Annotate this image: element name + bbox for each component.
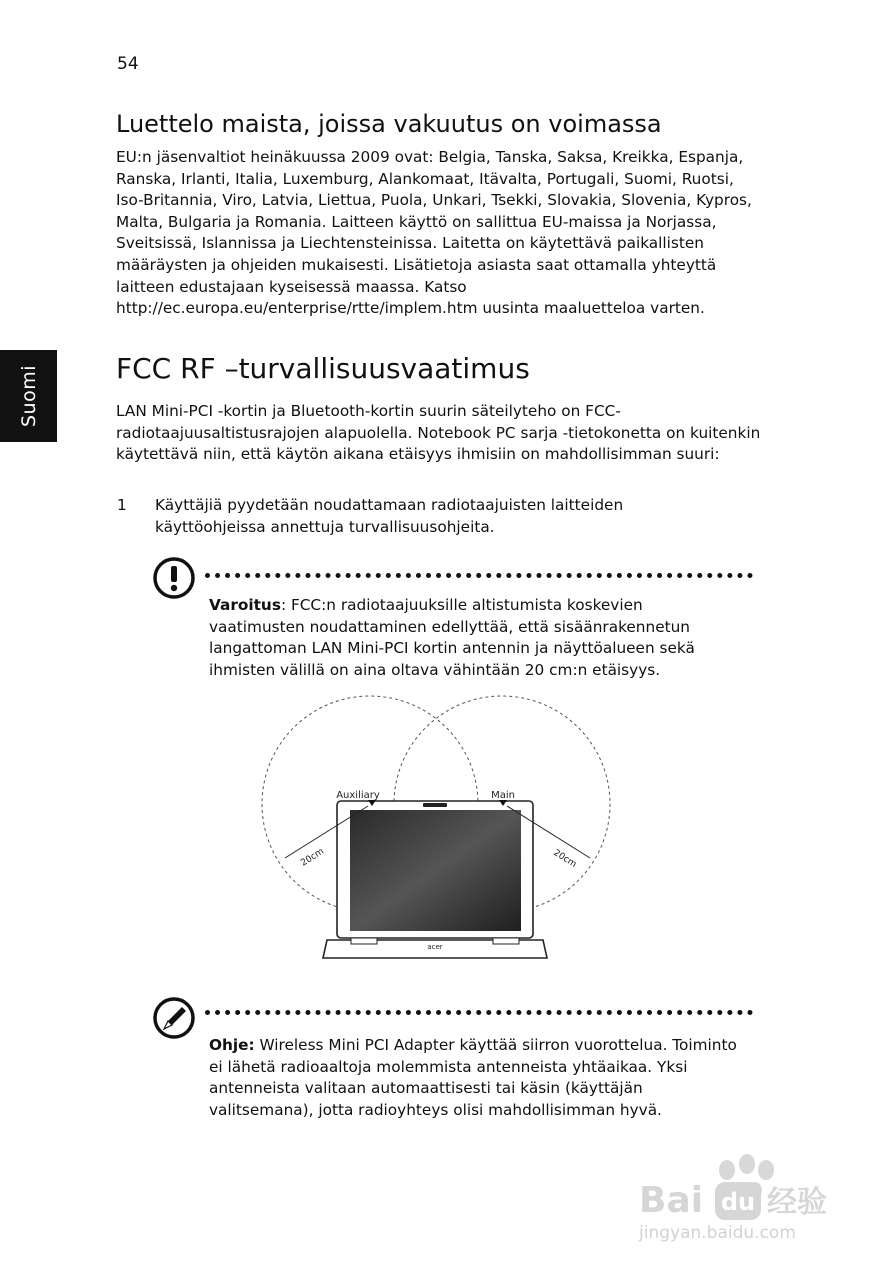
note-body: Wireless Mini PCI Adapter käyttää siirron vuorottelua. Toiminto ei lähetä radioaaltoja molemmista antenneista yhtäaikaa. Yksi antenneista valitaan automaattisesti tai käsin (käyttäjän valitsemana), jotta radioyhteys olisi mahdollisimman hyvä. [209, 1036, 737, 1119]
note-divider [205, 1010, 753, 1015]
section-heading-countries: Luettelo maista, joissa vakuutus on voimassa [116, 110, 662, 138]
antenna-distance-diagram [255, 690, 615, 965]
list-item-text: Käyttäjiä pyydetään noudattamaan radiotaajuisten laitteiden käyttöohjeissa annettuja turvallisuusohjeita. [155, 496, 624, 536]
warning-body: : FCC:n radiotaajuuksille altistumista koskevien vaatimusten noudattaminen edellyttää, että sisäänrakennetun langattoman LAN Mini-PCI kortin antennin ja näyttöalueen sekä ihmisten välillä on aina oltava vähintään 20 cm:n etäisyys. [209, 596, 695, 679]
auxiliary-label: Auxiliary [336, 790, 380, 801]
watermark-brand-cn: 经验 [767, 1185, 827, 1220]
warning-text [209, 595, 739, 681]
watermark-url: jingyan.baidu.com [639, 1223, 796, 1243]
list-item-number: 1 [117, 496, 127, 514]
warning-label: Varoitus [209, 596, 281, 614]
page-number: 54 [117, 54, 139, 74]
laptop-webcam [423, 803, 447, 807]
warning-divider [205, 573, 753, 578]
laptop-screen [350, 810, 521, 931]
note-pen-icon [152, 996, 196, 1040]
language-side-tab [0, 350, 57, 442]
warning-exclamation-icon [152, 556, 196, 600]
auxiliary-distance-label: 20cm [299, 846, 326, 869]
main-label: Main [491, 790, 515, 801]
note-text [209, 1035, 739, 1121]
section-heading-fcc: FCC RF –turvallisuusvaatimus [116, 352, 530, 385]
countries-paragraph: EU:n jäsenvaltiot heinäkuussa 2009 ovat: Belgia, Tanska, Saksa, Kreikka, Espanja, Ranska, Irlanti, Italia, Luxemburg, Alankomaat, Itävalta, Portugali, Suomi, Ruotsi, Iso-Britannia, Viro, Latvia, Liettua, Puola, Unkari, Tsekki, Slovakia, Slovenia, Kypros, Malta, Bulgaria ja Romania. Laitteen käyttö on sallittua EU-maissa ja Norjassa, Sveitsissä, Islannissa ja Liechtensteinissa. Laitetta on käytettävä paikallisten määräysten ja ohjeiden mukaisesti. Lisätietoja asiasta saat ottamalla yhteyttä laitteen edustajaan kyseisessä maassa. Katso http://ec.europa.eu/enterprise/rtte/implem.htm uusinta maaluetteloa varten. [116, 148, 752, 318]
fcc-paragraph: LAN Mini-PCI -kortin ja Bluetooth-kortin suurin säteilyteho on FCC-radiotaajuusaltistusrajojen alapuolella. Notebook PC sarja -tietokonetta on kuitenkin käytettävä niin, että käytön aikana etäisyys ihmisiin on mahdollisimman suuri: [116, 402, 761, 464]
baidu-watermark [635, 1150, 840, 1245]
side-tab-label: Suomi [17, 364, 40, 428]
laptop-hinge-left [351, 938, 377, 944]
note-label: Ohje: [209, 1036, 255, 1054]
watermark-brand-b: du [720, 1188, 756, 1216]
laptop-hinge-right [493, 938, 519, 944]
main-distance-label: 20cm [551, 848, 579, 870]
watermark-brand-a: Bai [639, 1180, 704, 1221]
laptop-brand: acer [427, 943, 443, 951]
